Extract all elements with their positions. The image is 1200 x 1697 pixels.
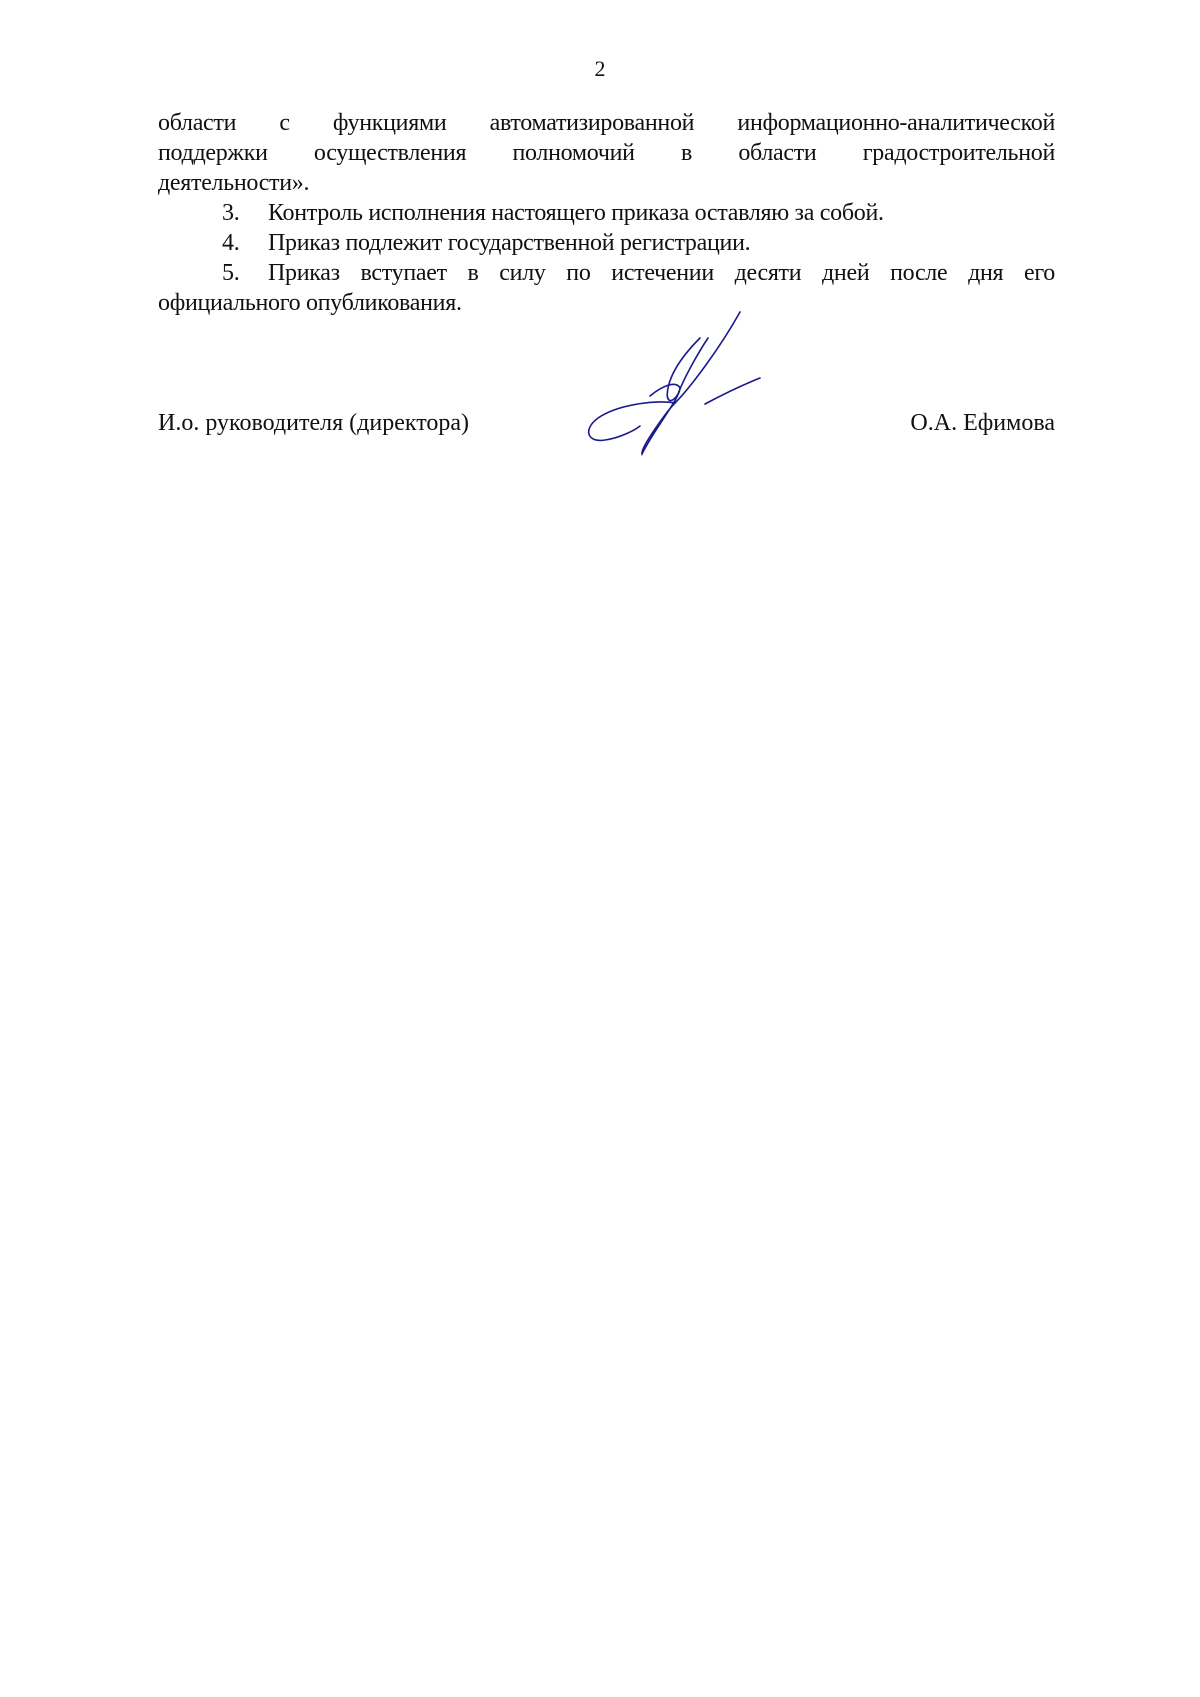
item-number: 4. (222, 230, 240, 256)
signatory-name: О.А. Ефимова (910, 410, 1055, 436)
page-number: 2 (594, 56, 606, 81)
item-number: 5. (222, 260, 240, 286)
paragraph-line: поддержки осуществления полномочий в области градостроительной (158, 140, 1055, 166)
document-body (158, 108, 1055, 318)
paragraph-line: деятельности». (158, 170, 310, 196)
list-item-4 (158, 228, 1055, 258)
list-item-5 (158, 258, 1055, 288)
item-text: Приказ подлежит государственной регистрации. (268, 230, 751, 256)
paragraph-line: области с функциями автоматизированной информационно-аналитической (158, 110, 1055, 136)
item-text: Приказ вступает в силу по истечении десяти дней после дня его (268, 260, 1055, 286)
handwritten-signature (580, 308, 770, 463)
signatory-position: И.о. руководителя (директора) (158, 410, 470, 436)
item-number: 3. (222, 200, 240, 226)
item-text: Контроль исполнения настоящего приказа оставляю за собой. (268, 200, 884, 226)
paragraph-line: официального опубликования. (158, 290, 462, 316)
list-item-3 (158, 198, 1055, 228)
